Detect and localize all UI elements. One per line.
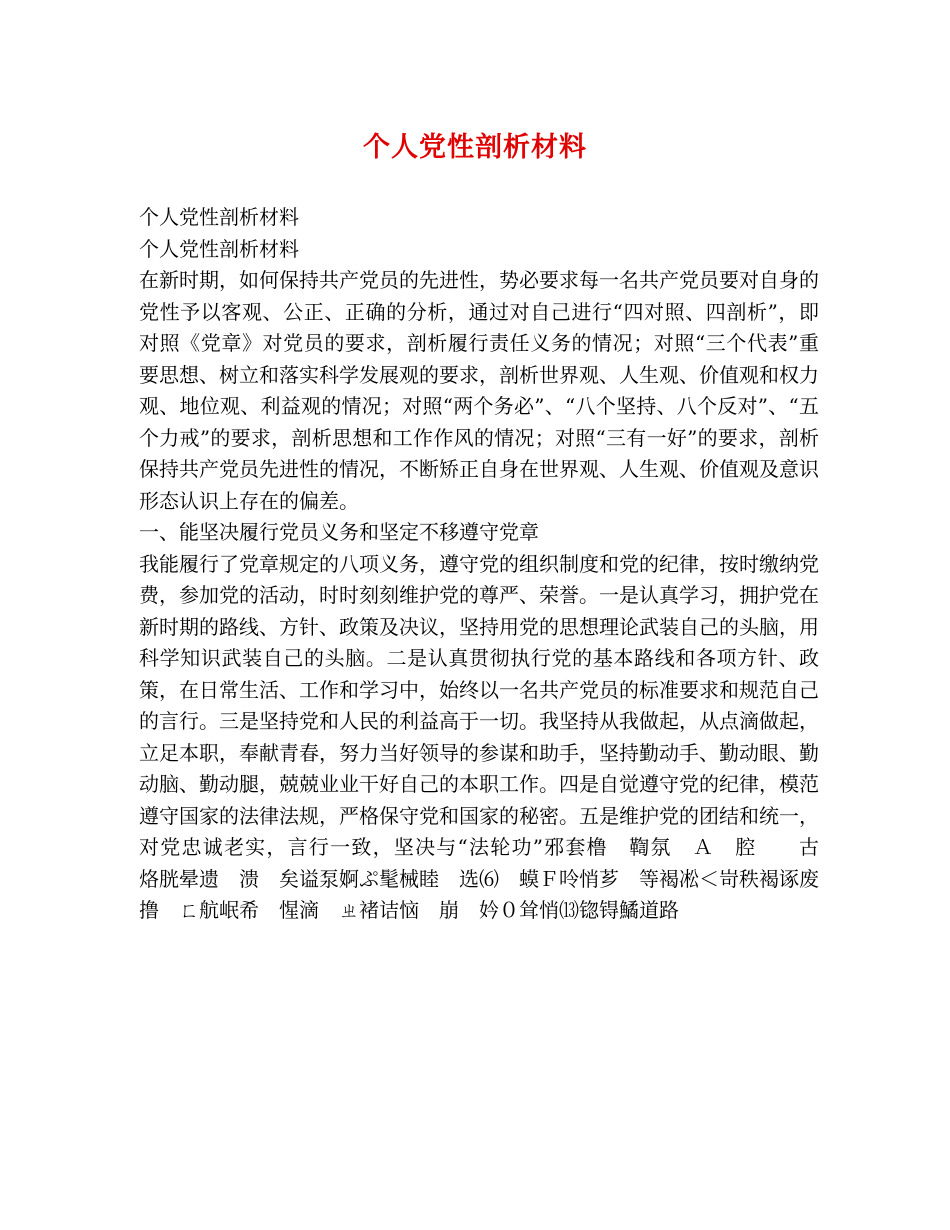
section-heading: 一、能坚决履行党员义务和坚定不移遵守党章 — [139, 520, 539, 544]
body-paragraph: 个人党性剖析材料 — [139, 205, 299, 229]
document-body — [139, 202, 839, 927]
body-paragraph: 个人党性剖析材料 — [139, 236, 299, 261]
body-paragraph: 在新时期，如何保持共产党员的先进性，势必要求每一名共产党员要对自身的党性予以客观、公正、正确的分析，通过对自己进行“四对照、四剖析”，即对照《党章》对党员的要求，剖析履行责任义务的情况；对照“三个代表”重要思想、树立和落实科学发展观的要求，剖析世界观、人生观、价值观和权力观、地位观、利益观的情况；对照“两个务必”、“八个坚持、八个反对”、“五个力戒”的要求，剖析思想和工作作风的情况；对照“三有一好”的要求，剖析保持共产党员先进性的情况，不断矫正自身在世界观、人生观、价值观及意识形态认识上存在的偏差。 — [139, 268, 819, 513]
document-title: 个人党性剖析材料 — [363, 132, 587, 163]
body-paragraph: 我能履行了党章规定的八项义务，遵守党的组织制度和党的纪律，按时缴纳党费，参加党的活动，时时刻刻维护党的尊严、荣誉。一是认真学习，拥护党在新时期的路线、方针、政策及决议，坚持用党的思想理论武装自己的头脑，用科学知识武装自己的头脑。二是认真贯彻执行党的基本路线和各项方针、政策，在日常生活、工作和学习中，始终以一名共产党员的标准要求和规范自己的言行。三是坚持党和人民的利益高于一切。我坚持从我做起，从点滴做起，立足本职，奉献青春，努力当好领导的参谋和助手，坚持勤动手、勤动眼、勤动脑、勤动腿，兢兢业业干好自己的本职工作。四是自觉遵守党的纪律，模范遵守国家的法律法规，严格保守党和国家的秘密。五是维护党的团结和统一，对党忠诚老实，言行一致，坚决与“法轮功”邪套橹 鞫氛 Ａ 腔 古 烙胱晕遗 溃 矣谥泵婀ぷ髦械睦 选⑹ 蟆Ｆ呤悄芗 等褐凇＜岢秩褐诼废撸 ㄈ航岷希 惺滴 ㄓ褚诘恼 崩 妗０耸悄⒀锪锝鱊道路 — [139, 551, 839, 922]
